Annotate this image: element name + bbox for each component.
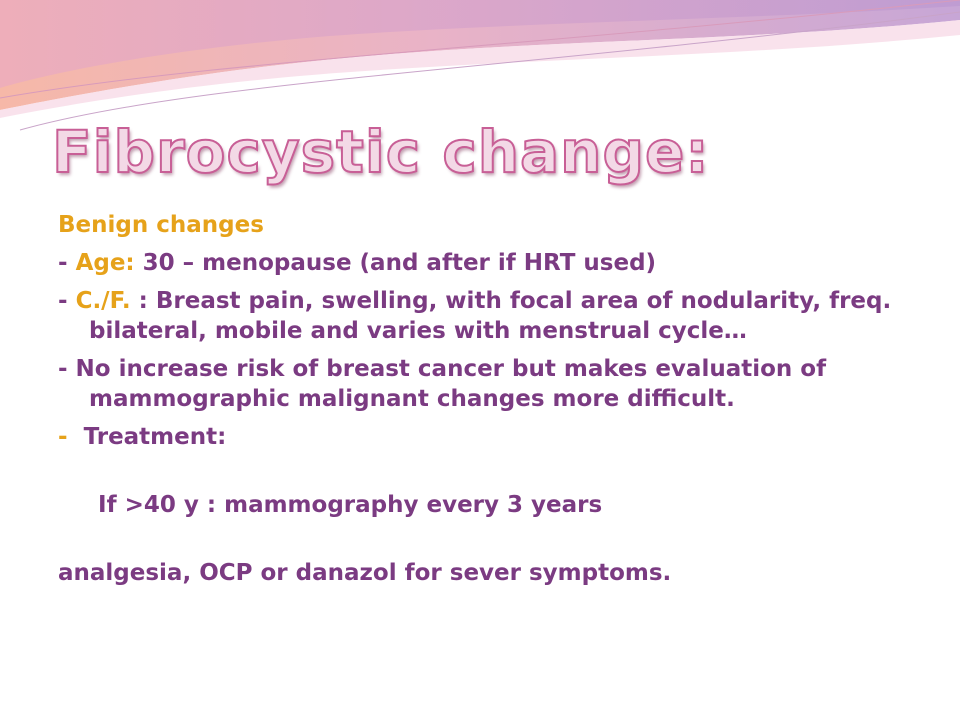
treatment-label: Treatment: <box>83 424 227 450</box>
cf-text: : Breast pain, swelling, with focal area of nodularity, freq. bilateral, mobile and varies with menstrual cycle… <box>89 288 892 344</box>
age-text: 30 – menopause (and after if HRT used) <box>134 250 657 276</box>
benign-label: Benign changes <box>58 212 264 238</box>
line-mammography <box>58 460 918 550</box>
line-analgesia <box>58 558 918 588</box>
line-clinical-features <box>58 286 918 346</box>
mammography-text: If >40 y : mammography every 3 years <box>90 492 603 518</box>
line-benign <box>58 210 918 240</box>
line-risk <box>58 354 918 414</box>
risk-text: - No increase risk of breast cancer but makes evaluation of mammographic malignant changes more difficult. <box>58 356 827 412</box>
slide-body <box>58 210 918 596</box>
bullet-dash: - <box>58 424 84 450</box>
age-label: Age: <box>75 250 135 276</box>
line-age <box>58 248 918 278</box>
analgesia-text: analgesia, OCP or danazol for sever symptoms. <box>58 560 672 586</box>
bullet-dash: - <box>58 250 76 276</box>
slide-title: Fibrocystic change: <box>52 118 710 186</box>
bullet-dash: - <box>58 288 76 314</box>
line-treatment <box>58 422 918 452</box>
cf-label: C./F. <box>75 288 131 314</box>
